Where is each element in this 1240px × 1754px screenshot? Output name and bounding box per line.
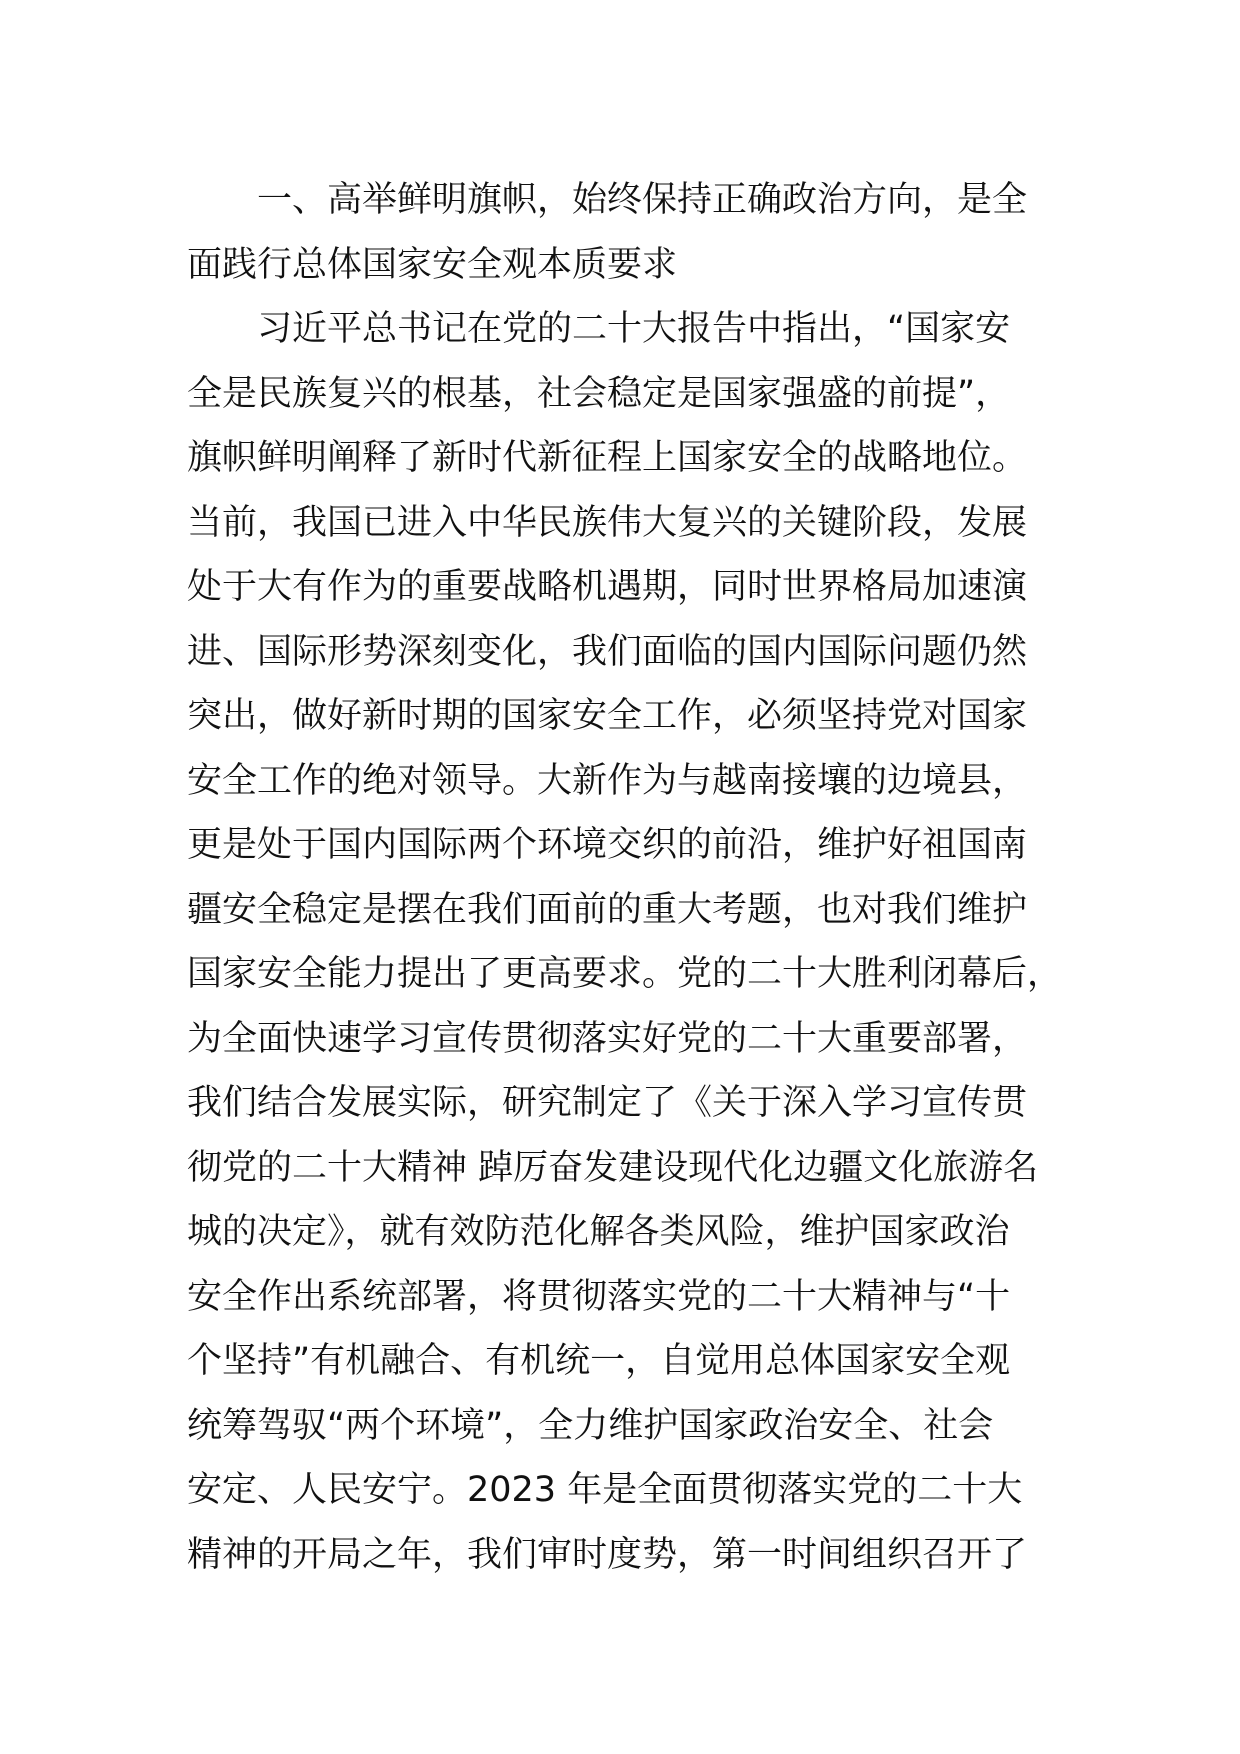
paragraph-line: 统筹驾驭“两个环境”，全力维护国家政治安全、社会	[187, 1405, 994, 1446]
paragraph-line: 精神的开局之年，我们审时度势，第一时间组织召开了	[187, 1534, 1028, 1575]
paragraph-line: 全是民族复兴的根基，社会稳定是国家强盛的前提”，	[187, 373, 1011, 414]
paragraph-line: 国家安全能力提出了更高要求。党的二十大胜利闭幕后，	[187, 954, 1063, 994]
paragraph-line: 我们结合发展实际，研究制定了《关于深入学习宣传贯	[187, 1083, 1028, 1123]
paragraph-line: 处于大有作为的重要战略机遇期，同时世界格局加速演	[187, 567, 1028, 607]
paragraph-line: 个坚持”有机融合、有机统一，自觉用总体国家安全观	[187, 1341, 1011, 1381]
paragraph-line: 当前，我国已进入中华民族伟大复兴的关键阶段，发展	[187, 502, 1028, 543]
paragraph-line: 疆安全稳定是摆在我们面前的重大考题，也对我们维护	[187, 889, 1028, 930]
section-heading-line-1: 一、高举鲜明旗帜，始终保持正确政治方向，是全	[257, 180, 1028, 220]
paragraph-line: 旗帜鲜明阐释了新时代新征程上国家安全的战略地位。	[187, 438, 1028, 478]
paragraph-line: 进、国际形势深刻变化，我们面临的国内国际问题仍然	[187, 631, 1028, 672]
document-body	[187, 168, 1087, 1587]
paragraph-line: 安定、人民安宁。2023 年是全面贯彻落实党的二十大	[187, 1470, 1023, 1510]
section-heading-line-2: 面践行总体国家安全观本质要求	[187, 244, 678, 285]
paragraph-line: 为全面快速学习宣传贯彻落实好党的二十大重要部署，	[187, 1018, 1028, 1059]
paragraph-line: 突出，做好新时期的国家安全工作，必须坚持党对国家	[187, 696, 1028, 736]
paragraph-line: 习近平总书记在党的二十大报告中指出，“国家安	[257, 309, 1011, 349]
paragraph-line: 彻党的二十大精神 踔厉奋发建设现代化边疆文化旅游名	[187, 1147, 1039, 1188]
paragraph-line: 安全工作的绝对领导。大新作为与越南接壤的边境县，	[187, 760, 1028, 801]
paragraph-line: 更是处于国内国际两个环境交织的前沿，维护好祖国南	[187, 825, 1028, 865]
paragraph-line: 安全作出系统部署，将贯彻落实党的二十大精神与“十	[187, 1276, 1011, 1317]
paragraph-line: 城的决定》，就有效防范化解各类风险，维护国家政治	[187, 1212, 1010, 1252]
